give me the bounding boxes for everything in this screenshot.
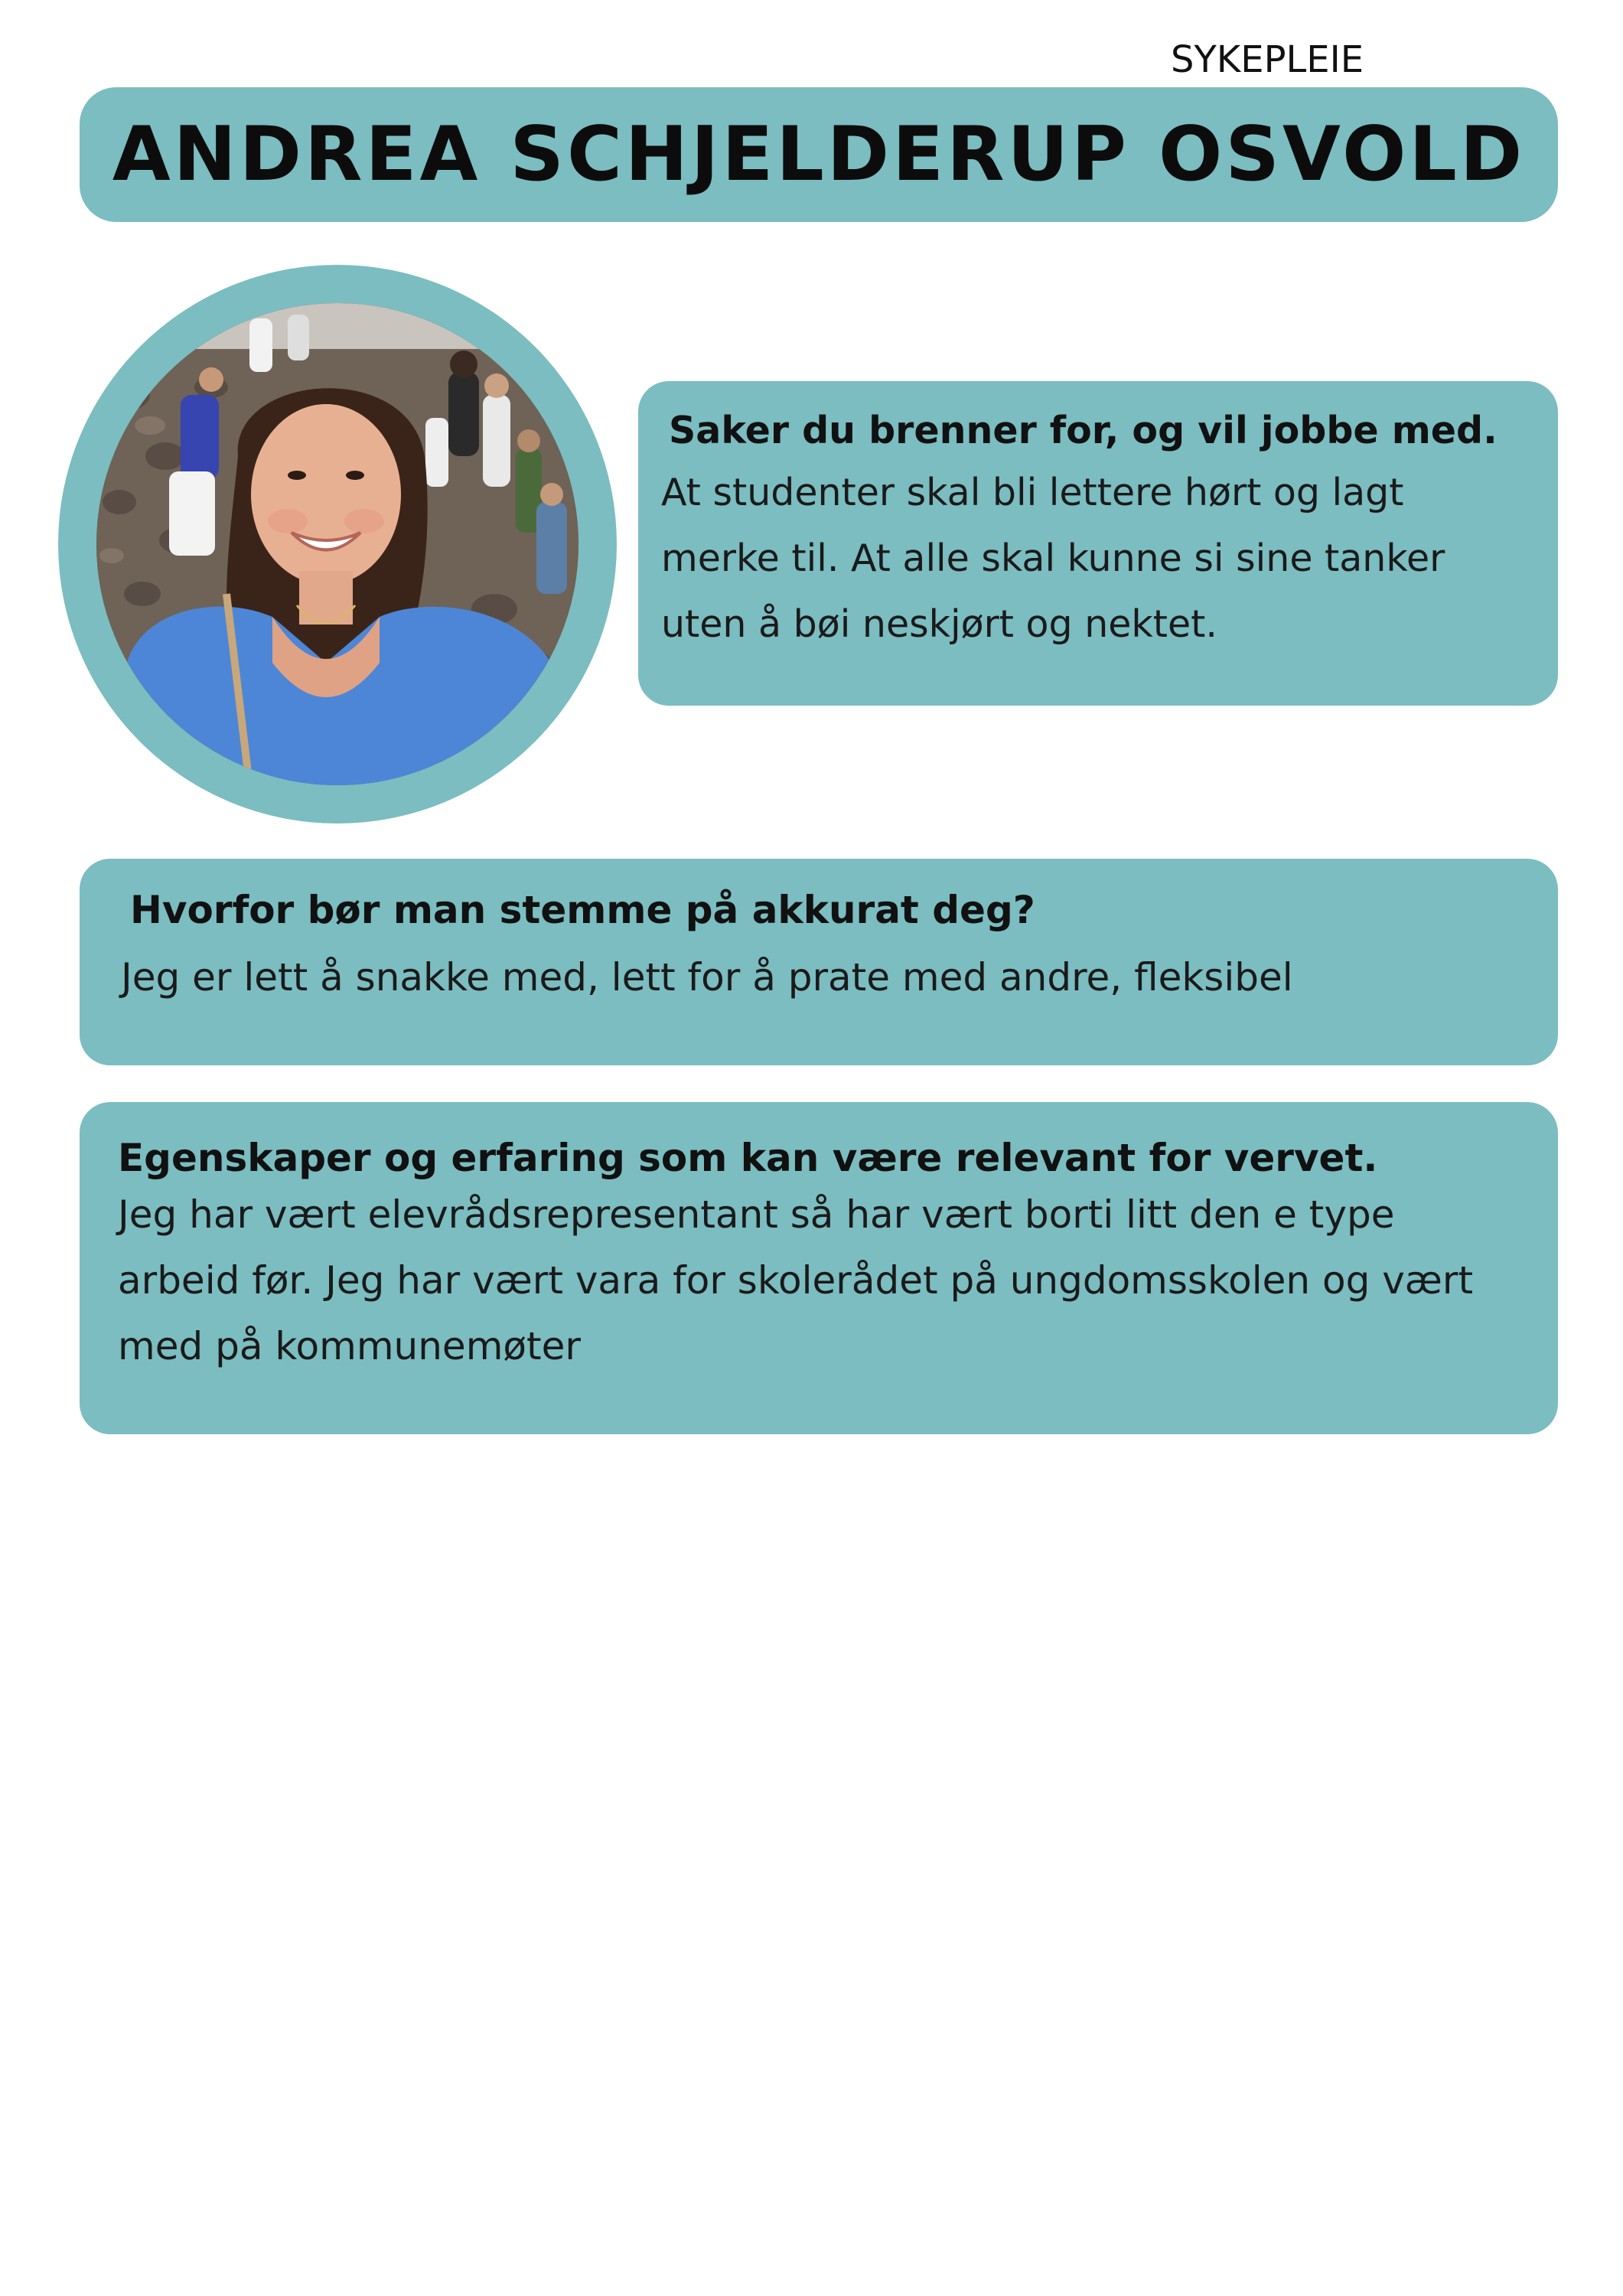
portrait-illustration bbox=[96, 303, 578, 785]
passion-body: At studenter skal bli lettere hørt og lagt merke til. At alle skal kunne si sine tanker uten å bøi neskjørt og nektet. bbox=[661, 471, 1445, 646]
experience-heading: Egenskaper og erfaring som kan være relevant for vervet. bbox=[118, 1136, 1378, 1180]
experience-card bbox=[80, 1102, 1558, 1434]
experience-body: Jeg har vært elevrådsrepresentant så har vært borti litt den e type arbeid før. Jeg har vært vara for skolerådet på ungdomsskolen og vært med på kommunemøter bbox=[118, 1192, 1474, 1368]
candidate-name: ANDREA SCHJELDERUP OSVOLD bbox=[112, 111, 1526, 198]
why-heading: Hvorfor bør man stemme på akkurat deg? bbox=[130, 888, 1035, 932]
why-body: Jeg er lett å snakke med, lett for å prate med andre, fleksibel bbox=[121, 955, 1293, 1000]
name-banner bbox=[80, 87, 1558, 222]
passion-heading: Saker du brenner for, og vil jobbe med. bbox=[669, 409, 1498, 452]
why-card bbox=[80, 859, 1558, 1065]
passion-card bbox=[638, 381, 1558, 706]
candidate-photo bbox=[96, 303, 578, 785]
category-label: SYKEPLEIE bbox=[1171, 38, 1364, 81]
photo-frame bbox=[58, 265, 617, 823]
